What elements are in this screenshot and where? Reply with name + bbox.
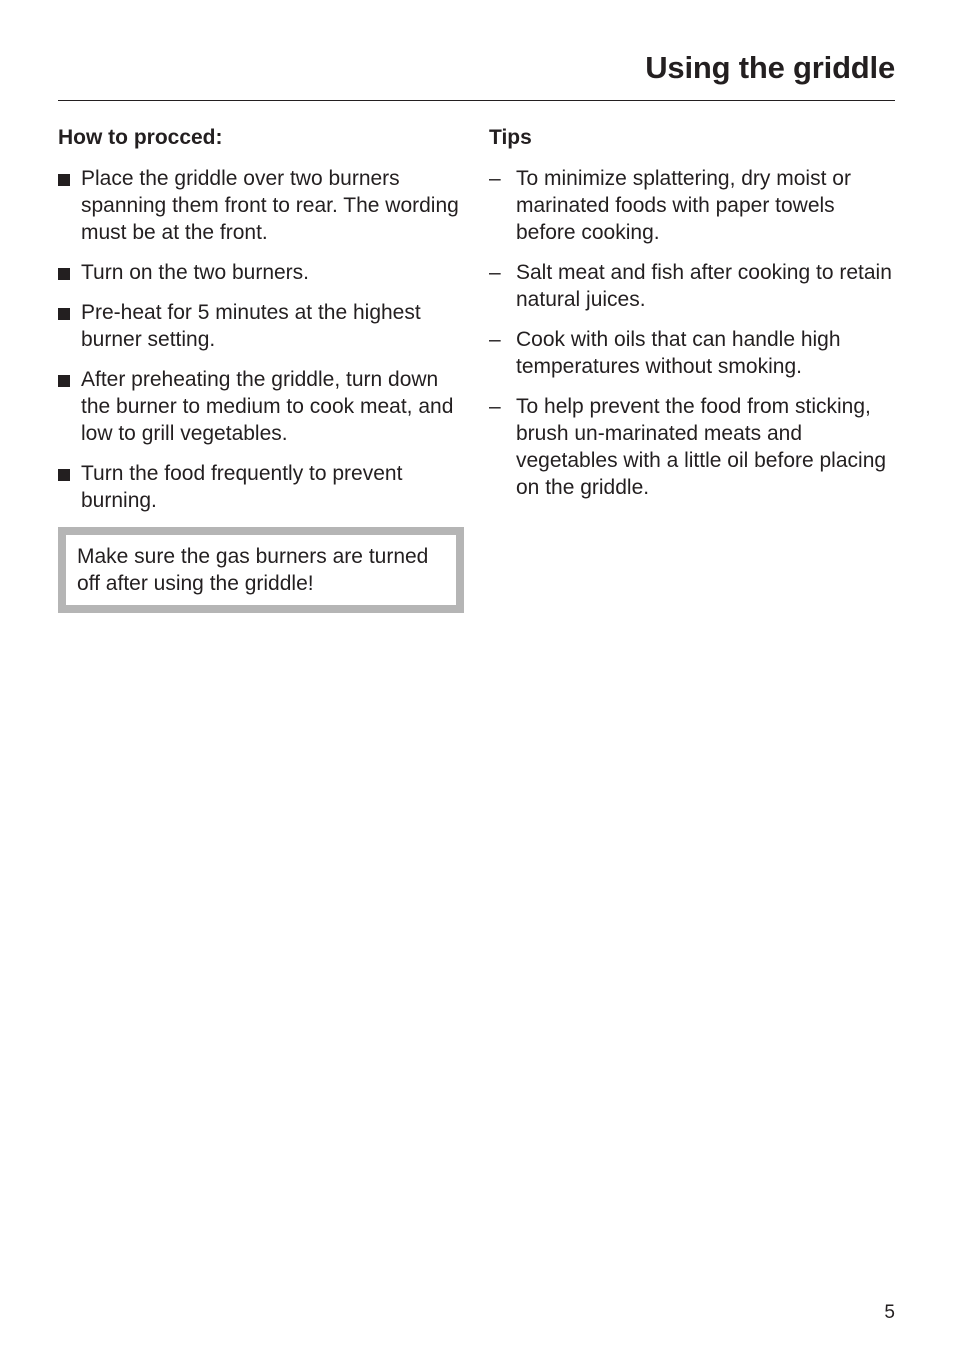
warning-box: Make sure the gas burners are turned off after using the griddle!: [58, 527, 464, 613]
dash-bullet-icon: –: [489, 261, 501, 284]
tips-section: [489, 124, 895, 514]
page-number: 5: [884, 1302, 895, 1323]
procedure-step: [58, 299, 464, 353]
square-bullet-icon: [58, 268, 70, 280]
tip-text: To help prevent the food from sticking, brush un-marinated meats and vegetables with a little oil before placing on the griddle.: [516, 395, 887, 499]
procedure-step-text: After preheating the griddle, turn down the burner to medium to cook meat, and low to grill vegetables.: [81, 368, 454, 445]
procedure-step-text: Turn the food frequently to prevent burning.: [81, 462, 403, 512]
header-divider: [58, 100, 895, 101]
procedure-heading: How to procced:: [58, 126, 223, 149]
tip-item: [489, 259, 895, 313]
dash-bullet-icon: –: [489, 395, 501, 418]
tip-text: To minimize splattering, dry moist or marinated foods with paper towels before cooking.: [516, 167, 851, 244]
procedure-steps-list: [58, 165, 464, 514]
square-bullet-icon: [58, 375, 70, 387]
procedure-step: [58, 165, 464, 246]
tip-item: [489, 393, 895, 501]
procedure-section: [58, 124, 464, 613]
tips-heading: Tips: [489, 126, 532, 149]
square-bullet-icon: [58, 174, 70, 186]
tips-list: [489, 165, 895, 501]
tip-text: Cook with oils that can handle high temperatures without smoking.: [516, 328, 841, 378]
tip-item: [489, 165, 895, 246]
page-title: Using the griddle: [645, 50, 895, 85]
procedure-step: [58, 460, 464, 514]
procedure-step-text: Turn on the two burners.: [81, 261, 310, 284]
tip-text: Salt meat and fish after cooking to retain natural juices.: [516, 261, 892, 311]
square-bullet-icon: [58, 308, 70, 320]
dash-bullet-icon: –: [489, 328, 501, 351]
procedure-step: [58, 259, 464, 286]
procedure-step: [58, 366, 464, 447]
tip-item: [489, 326, 895, 380]
procedure-step-text: Pre-heat for 5 minutes at the highest burner setting.: [81, 301, 421, 351]
dash-bullet-icon: –: [489, 167, 501, 190]
square-bullet-icon: [58, 469, 70, 481]
procedure-step-text: Place the griddle over two burners spanning them front to rear. The wording must be at the front.: [81, 167, 459, 244]
